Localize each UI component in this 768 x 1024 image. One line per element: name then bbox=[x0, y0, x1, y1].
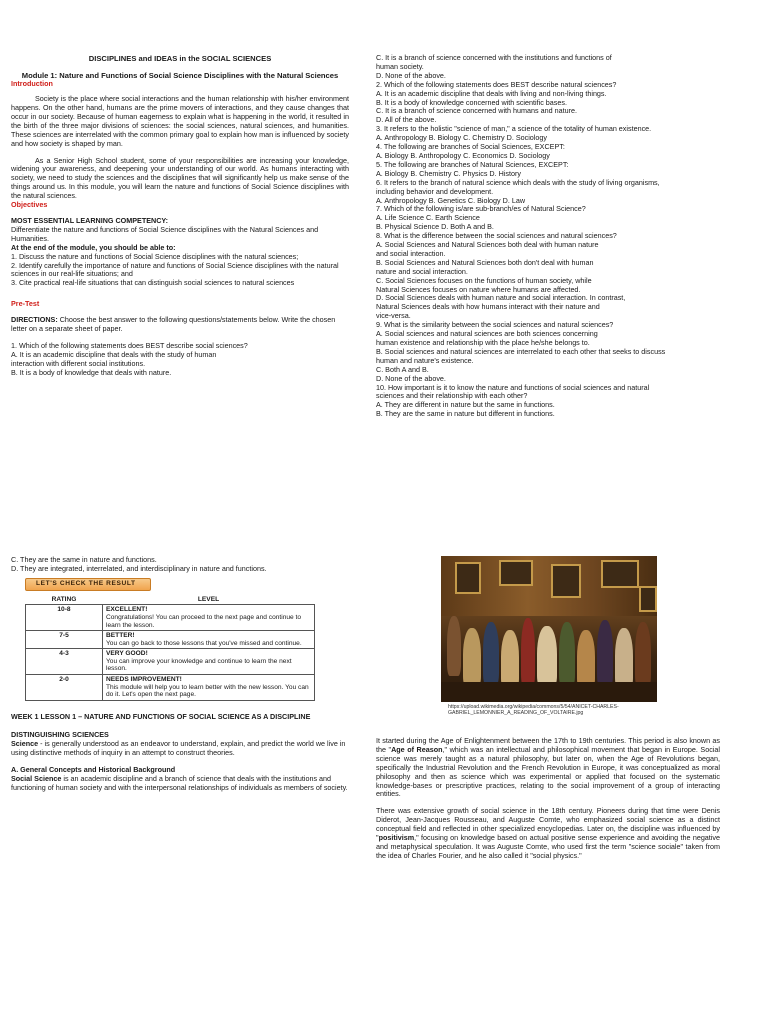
lesson-title: WEEK 1 LESSON 1 – NATURE AND FUNCTIONS OF SOCIAL SCIENCE AS A DISCIPLINE bbox=[11, 711, 311, 721]
level-cell bbox=[103, 631, 315, 649]
pretest-line: human existence and relationship with the place he/she belongs to. bbox=[376, 338, 590, 347]
pretest-line: 3. It refers to the holistic "science of man," a science of the totality of human existence. bbox=[376, 124, 652, 134]
age-of-reason-term: Age of Reason bbox=[391, 744, 443, 754]
directions-text bbox=[11, 316, 349, 334]
end-of-module-heading: At the end of the module, you should be able to: bbox=[11, 242, 176, 252]
pretest-line: D. None of the above. bbox=[376, 373, 446, 383]
image-caption: https://upload.wikimedia.org/wikipedia/commons/5/54/ANICET-CHARLES-GABRIEL_LEMONNIER_A_READING_OF_VOLTAIRE.jpg bbox=[448, 704, 619, 716]
question-option: D. They are integrated, interrelated, and interdisciplinary in nature and functions. bbox=[11, 563, 267, 573]
rating-value: 10-8 bbox=[26, 605, 103, 631]
pretest-line: Natural Sciences deals with how humans interact with their nature and bbox=[376, 302, 600, 312]
growth-paragraph bbox=[376, 807, 720, 860]
question-option: C. They are the same in nature and functions. bbox=[11, 555, 157, 564]
pretest-line: A. Social Sciences and Natural Sciences both deal with human nature bbox=[376, 240, 599, 250]
pretest-line: A. Biology B. Chemistry C. Physics D. History bbox=[376, 168, 521, 178]
question-line: B. It is a body of knowledge that deals with nature. bbox=[11, 367, 172, 377]
level-description: Congratulations! You can proceed to the next page and continue to learn the lesson. bbox=[106, 613, 302, 629]
paragraph-text: ," which was an intellectual and philosophical movement that began in Europe. Social science was merely taught as a natural philosophy, but later on, when the Age of Revolutions began, specifically the Industrial Revolution and the French Revolution in Europe, it was conceptualized as moral philosophy and then as science which was experimental or applied that focused on the systematic knowledge-bases or prescriptive practices, relating to the social improvement of a group of interacting entities. bbox=[376, 744, 720, 799]
pretest-line: C. It is a branch of science concerned with humans and nature. bbox=[376, 106, 577, 116]
rating-row bbox=[26, 631, 315, 649]
pretest-line: B. Social Sciences and Natural Sciences both don't deal with human bbox=[376, 257, 594, 267]
rating-table bbox=[25, 595, 315, 701]
pretest-line: 4. The following are branches of Social Sciences, EXCEPT: bbox=[376, 142, 565, 152]
positivism-term: positivism bbox=[378, 833, 415, 843]
level-description: You can go back to those lessons that you've missed and continue. bbox=[106, 639, 302, 647]
pretest-line: sciences and their relationship with each other? bbox=[376, 391, 528, 401]
science-term: Science bbox=[11, 738, 39, 748]
pretest-line: A. Social sciences and natural sciences are both sciences concerning bbox=[376, 329, 598, 339]
check-result-banner: LET'S CHECK THE RESULT bbox=[25, 578, 151, 591]
document-title: DISCIPLINES and IDEAS in the SOCIAL SCIENCES bbox=[88, 54, 272, 63]
pretest-line: A. It is an academic discipline that deals with living and non-living things. bbox=[376, 88, 607, 98]
level-description: You can improve your knowledge and continue to learn the next lesson. bbox=[106, 657, 292, 673]
rating-header: RATING bbox=[51, 595, 77, 603]
pretest-line: C. Social Sciences focuses on the functions of human society, while bbox=[376, 275, 592, 285]
social-science-term: Social Science bbox=[11, 774, 62, 784]
melc-text: Differentiate the nature and functions of Social Science disciplines with the Natural Sciences and Humanities. bbox=[11, 224, 319, 243]
directions-body: Choose the best answer to the following questions/statements below. Write the chosen letter on a separate sheet of paper. bbox=[11, 315, 336, 334]
pretest-line: 10. How important is it to know the nature and functions of social sciences and natural bbox=[376, 382, 650, 392]
salon-painting-image bbox=[441, 556, 657, 702]
rating-row bbox=[26, 675, 315, 701]
science-def: - is generally understood as an endeavor to understand, explain, and predict the world we live in using distinctive methods of inquiry in an attempt to construct theories. bbox=[11, 738, 346, 757]
right-bottom-column bbox=[376, 737, 720, 861]
rating-value: 4-3 bbox=[26, 649, 103, 675]
objective-item: 3. Cite practical real-life situations that can distinguish social sciences to natural sciences bbox=[11, 278, 295, 288]
pretest-line: including behavior and development. bbox=[376, 186, 494, 196]
pretest-line: D. Social Sciences deals with human nature and social interaction. In contrast, bbox=[376, 293, 626, 303]
directions-label: DIRECTIONS: bbox=[11, 315, 58, 325]
level-description: This module will help you to learn better with the new lesson. You can do it. Let's open the next page. bbox=[106, 683, 309, 699]
level-cell bbox=[103, 649, 315, 675]
left-top-column bbox=[11, 54, 349, 378]
pretest-line: vice-versa. bbox=[376, 311, 411, 321]
intro-paragraph-2: As a Senior High School student, some of your responsibilities are increasing your knowledge, widening your awareness, and deepening your understanding of our world. As humans interacting with society, we need to study the sciences and the disciplines that will significantly help us make sense of the things around us. In this module, you will learn the nature and functions of Social Science disciplines with the natural sciences. bbox=[11, 155, 349, 201]
intro-paragraph-1: Society is the place where social interactions and the human relationship with his/her environment happens. On the other hand, humans are the prime movers of interactions, and they cause changes that occur in our society. Because of human eagerness to explain what is happening in the world, it resulted in the birth of the three major divisions of sciences: the social sciences, natural sciences, and humanities. These sciences are interrelated with the common primary goal to explain how man is influenced by society and how society is shaped by man. bbox=[11, 94, 349, 148]
module-title: Module 1: Nature and Functions of Social Science Disciplines with the Natural Sciences bbox=[21, 70, 339, 80]
pretest-line: C. Both A and B. bbox=[376, 364, 429, 374]
enlightenment-paragraph bbox=[376, 737, 720, 799]
science-definition bbox=[11, 740, 349, 758]
paragraph-text: There was extensive growth of social science in the 18th century. Pioneers during that time were Denis Diderot, Jean-Jacques Rousseau, and Auguste Comte, who emphasized social science as a distinct conceptual field and reflected in other specialized encyclopedias. Later on, the discipline was influenced by " bbox=[376, 806, 720, 843]
pretest-line: D. All of the above. bbox=[376, 115, 437, 125]
paragraph-text: It started during the Age of Enlightenment between the 17th to 19th centuries. This period is also known as the " bbox=[376, 736, 720, 754]
pretest-line: A. Anthropology B. Genetics C. Biology D. Law bbox=[376, 195, 526, 205]
objective-item: 2. Identify carefully the importance of nature and functions of Social Science disciplines with the natural sciences in our real-life situations; and bbox=[11, 260, 339, 279]
pretest-line: A. Biology B. Anthropology C. Economics D. Sociology bbox=[376, 150, 550, 160]
pretest-line: B. Social sciences and natural sciences are interrelated to each other that seeks to discuss bbox=[376, 346, 666, 356]
pretest-line: human society. bbox=[376, 61, 424, 71]
pretest-line: A. They are different in nature but the same in functions. bbox=[376, 400, 555, 410]
rating-row bbox=[26, 605, 315, 631]
pretest-line: nature and social interaction. bbox=[376, 266, 468, 276]
general-concepts-heading: A. General Concepts and Historical Background bbox=[11, 765, 176, 775]
question-line: 1. Which of the following statements does BEST describe social sciences? bbox=[11, 340, 248, 350]
pretest-line: 6. It refers to the branch of natural science which deals with the study of living organisms, bbox=[376, 177, 660, 187]
pretest-heading: Pre-Test bbox=[11, 299, 40, 309]
social-science-def: is an academic discipline and a branch of science that deals with the institutions and functioning of human society and with the interpersonal relationships of individuals as members of society. bbox=[11, 774, 348, 793]
pretest-line: B. Physical Science D. Both A and B. bbox=[376, 222, 494, 232]
pretest-line: 7. Which of the following is/are sub-branch/es of Natural Science? bbox=[376, 204, 586, 214]
level-name: VERY GOOD! bbox=[106, 650, 148, 658]
paragraph-text: ," focusing on knowledge based on actual positive sense experience and avoiding the negative and metaphysical speculation. It was Auguste Comte, who used first the term "science sociale" taken from the idea of Charles Fourier, and he also called it "social physics." bbox=[376, 833, 720, 860]
question-line: interaction with different social institutions. bbox=[11, 358, 146, 368]
level-name: EXCELLENT! bbox=[106, 606, 148, 614]
level-name: NEEDS IMPROVEMENT! bbox=[106, 676, 182, 684]
social-science-definition bbox=[11, 775, 349, 793]
pretest-line: A. Anthropology B. Biology C. Chemistry D. Sociology bbox=[376, 133, 547, 143]
rating-row bbox=[26, 649, 315, 675]
pretest-line: D. None of the above. bbox=[376, 70, 446, 80]
pretest-line: 9. What is the similarity between the social sciences and natural sciences? bbox=[376, 320, 614, 330]
rating-value: 7-5 bbox=[26, 631, 103, 649]
melc-heading: MOST ESSENTIAL LEARNING COMPETENCY: bbox=[11, 215, 169, 225]
right-top-column bbox=[376, 54, 720, 419]
pretest-line: 2. Which of the following statements does BEST describe natural sciences? bbox=[376, 79, 617, 89]
level-header: LEVEL bbox=[197, 595, 220, 603]
rating-value: 2-0 bbox=[26, 675, 103, 701]
level-cell bbox=[103, 605, 315, 631]
left-bottom-column bbox=[11, 556, 349, 793]
pretest-line: 5. The following are branches of Natural Sciences, EXCEPT: bbox=[376, 159, 569, 169]
distinguishing-heading: DISTINGUISHING SCIENCES bbox=[11, 729, 109, 739]
objective-item: 1. Discuss the nature and functions of Social Science disciplines with the natural sciences; bbox=[11, 251, 299, 261]
pretest-line: 8. What is the difference between the social sciences and natural sciences? bbox=[376, 231, 617, 241]
pretest-line: human and nature's existence. bbox=[376, 355, 474, 365]
pretest-line: B. It is a body of knowledge concerned with scientific bases. bbox=[376, 97, 567, 107]
question-line: A. It is an academic discipline that deals with the study of human bbox=[11, 349, 217, 359]
pretest-line: B. They are the same in nature but different in functions. bbox=[376, 409, 555, 419]
objectives-heading: Objectives bbox=[11, 200, 48, 210]
level-name: BETTER! bbox=[106, 632, 135, 640]
pretest-line: A. Life Science C. Earth Science bbox=[376, 213, 480, 223]
pretest-line: and social interaction. bbox=[376, 248, 446, 258]
pretest-line: Natural Sciences focuses on nature where humans are affected. bbox=[376, 284, 581, 294]
introduction-heading: Introduction bbox=[11, 79, 53, 89]
pretest-line: C. It is a branch of science concerned with the institutions and functions of bbox=[376, 53, 612, 62]
level-cell bbox=[103, 675, 315, 701]
